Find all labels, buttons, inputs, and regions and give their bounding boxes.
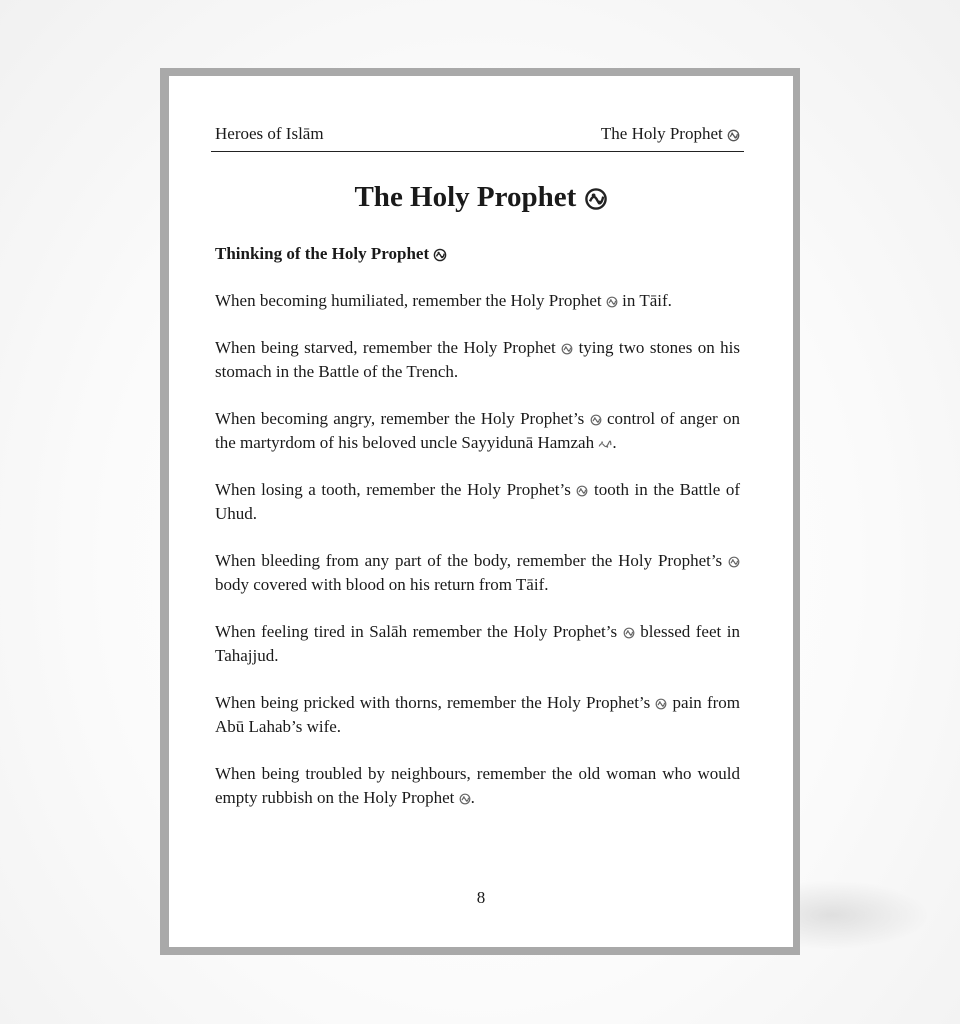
paragraph [215, 762, 740, 810]
paragraph-text: control of anger on the martyrdom of his beloved uncle Sayyidunā Hamzah [215, 409, 740, 452]
paragraph-text: When being starved, remember the Holy Prophet [215, 338, 556, 357]
section-heading [215, 243, 740, 265]
paragraph-text: blessed feet in Tahajjud. [215, 622, 741, 665]
salutation-icon [655, 698, 667, 710]
running-header [211, 124, 744, 152]
paragraph-text: When bleeding from any part of the body, remember the Holy Prophet’s [215, 551, 723, 570]
paragraph [215, 620, 740, 668]
paragraph-text: tooth in the Battle of Uhud. [215, 480, 741, 523]
paragraph-text: . [612, 433, 617, 452]
paragraph-text: in Tāif. [617, 291, 672, 310]
salutation-icon [459, 793, 471, 805]
paragraph-text: When becoming humiliated, remember the Holy Prophet [215, 291, 602, 310]
paragraph-text: When being pricked with thorns, remember the Holy Prophet’s [215, 693, 651, 712]
paragraph-text: When feeling tired in Salāh remember the Holy Prophet’s [215, 622, 618, 641]
salutation-icon [561, 343, 573, 355]
paragraph-text: When losing a tooth, remember the Holy Prophet’s [215, 480, 571, 499]
page-number: 8 [476, 888, 486, 907]
salutation-icon [584, 187, 608, 211]
paragraph [215, 407, 740, 455]
paragraph-text: pain from Abū Lahab’s wife. [215, 693, 740, 736]
section-heading-text: Thinking of the Holy Prophet [215, 244, 430, 263]
paragraph-text: When becoming angry, remember the Holy Prophet’s [215, 409, 585, 428]
page-shadow [790, 880, 930, 950]
paragraph [215, 478, 740, 526]
paragraph-text: . [470, 788, 475, 807]
salutation-icon [606, 296, 618, 308]
paragraph-text: When being troubled by neighbours, remember the old woman who would empty rubbish on the Holy Prophet [215, 764, 740, 807]
page-title-text: The Holy Prophet [354, 181, 577, 213]
header-book-title: Heroes of Islām [215, 124, 324, 143]
page-body [215, 243, 740, 833]
salutation-icon [433, 248, 447, 262]
paragraph [215, 289, 740, 313]
salutation-icon [623, 627, 635, 639]
paragraph [215, 691, 740, 739]
radiyallahu-icon [598, 438, 612, 450]
paragraph-text: body covered with blood on his return from Tāif. [215, 575, 549, 594]
page-title [169, 179, 793, 215]
salutation-icon [727, 129, 740, 142]
header-chapter-text: The Holy Prophet [600, 124, 723, 143]
paragraph-text: tying two stones on his stomach in the Battle of the Trench. [215, 338, 740, 381]
paragraph [215, 336, 740, 384]
header-chapter-title [601, 124, 740, 144]
paragraph [215, 549, 740, 597]
book-page [160, 68, 800, 955]
salutation-icon [576, 485, 588, 497]
salutation-icon [728, 556, 740, 568]
salutation-icon [590, 414, 602, 426]
